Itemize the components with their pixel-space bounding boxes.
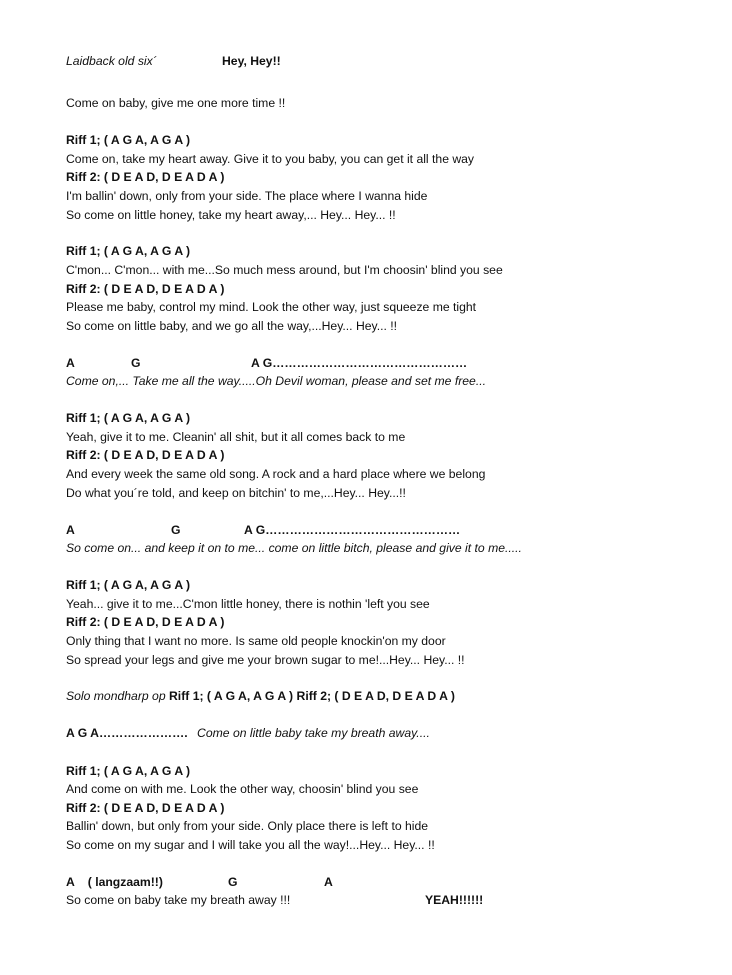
- outro-chord-a: A: [66, 875, 75, 889]
- lyric-line: So come on little baby, and we go all the way,...Hey... Hey... !!: [66, 319, 398, 333]
- riff2-label: Riff 2: ( D E A D, D E A D A ): [66, 615, 225, 629]
- riff2-label: Riff 2: ( D E A D, D E A D A ): [66, 801, 225, 815]
- lyric-line: So come on little honey, take my heart away,... Hey... Hey... !!: [66, 208, 396, 222]
- lyric-line: And come on with me. Look the other way, choosin' blind you see: [66, 782, 419, 796]
- lyric-line: Yeah, give it to me. Cleanin' all shit, but it all comes back to me: [66, 430, 406, 444]
- lyric-line: Ballin' down, but only from your side. Only place there is left to hide: [66, 819, 429, 833]
- lyric-line: So spread your legs and give me your brown sugar to me!...Hey... Hey... !!: [66, 653, 465, 667]
- lyric-line: Do what you´re told, and keep on bitchin' to me,...Hey... Hey...!!: [66, 486, 406, 500]
- riff1-label: Riff 1; ( A G A, A G A ): [66, 411, 191, 425]
- tempo-note: ( langzaam!!): [87, 875, 163, 889]
- riff1-label: Riff 1; ( A G A, A G A ): [66, 244, 191, 258]
- chord: G: [131, 356, 141, 370]
- chorus-line: So come on... and keep it on to me... come on little bitch, please and give it to me.....: [66, 541, 522, 555]
- lyric-line: I'm ballin' down, only from your side. The place where I wanna hide: [66, 189, 428, 203]
- bridge-lyric: Come on little baby take my breath away....: [197, 726, 430, 740]
- song-title: Hey, Hey!!: [222, 54, 281, 68]
- song-subtitle: Laidback old six´: [66, 54, 157, 68]
- lyric-line: And every week the same old song. A rock and a hard place where we belong: [66, 467, 486, 481]
- lyric-line: So come on my sugar and I will take you all the way!...Hey... Hey... !!: [66, 838, 435, 852]
- bridge-line: [66, 725, 430, 741]
- chord: [66, 874, 163, 890]
- chord: A: [66, 523, 75, 537]
- lyric-line: Yeah... give it to me...C'mon little honey, there is nothin 'left you see: [66, 597, 430, 611]
- bridge-chords: A G A………………….: [66, 726, 188, 740]
- lyric-line: C'mon... C'mon... with me...So much mess around, but I'm choosin' blind you see: [66, 263, 503, 277]
- lyric-line: Only thing that I want no more. Is same old people knockin'on my door: [66, 634, 446, 648]
- chord: G: [171, 523, 181, 537]
- outro-shout: YEAH!!!!!!: [425, 893, 484, 907]
- riff2-label: Riff 2: ( D E A D, D E A D A ): [66, 170, 225, 184]
- chord: A G…………………………………………: [244, 523, 461, 537]
- riff2-label: Riff 2: ( D E A D, D E A D A ): [66, 282, 225, 296]
- chord: G: [228, 875, 238, 889]
- solo-label: Solo mondharp op: [66, 689, 166, 703]
- chord: A G…………………………………………: [251, 356, 468, 370]
- riff1-label: Riff 1; ( A G A, A G A ): [66, 578, 191, 592]
- riff2-label: Riff 2: ( D E A D, D E A D A ): [66, 448, 225, 462]
- solo-riff1: Riff 1; ( A G A, A G A ): [169, 689, 294, 703]
- lyric-line: Please me baby, control my mind. Look the other way, just squeeze me tight: [66, 300, 477, 314]
- intro-line: Come on baby, give me one more time !!: [66, 96, 286, 110]
- riff1-label: Riff 1; ( A G A, A G A ): [66, 764, 191, 778]
- chord: A: [66, 356, 75, 370]
- chord: A: [324, 875, 333, 889]
- lyric-line: Come on, take my heart away. Give it to you baby, you can get it all the way: [66, 152, 475, 166]
- chorus-line: Come on,... Take me all the way.....Oh Devil woman, please and set me free...: [66, 374, 486, 388]
- outro-line: So come on baby take my breath away !!!: [66, 893, 291, 907]
- solo-riff2: Riff 2; ( D E A D, D E A D A ): [296, 689, 455, 703]
- solo-line: [66, 688, 455, 704]
- riff1-label: Riff 1; ( A G A, A G A ): [66, 133, 191, 147]
